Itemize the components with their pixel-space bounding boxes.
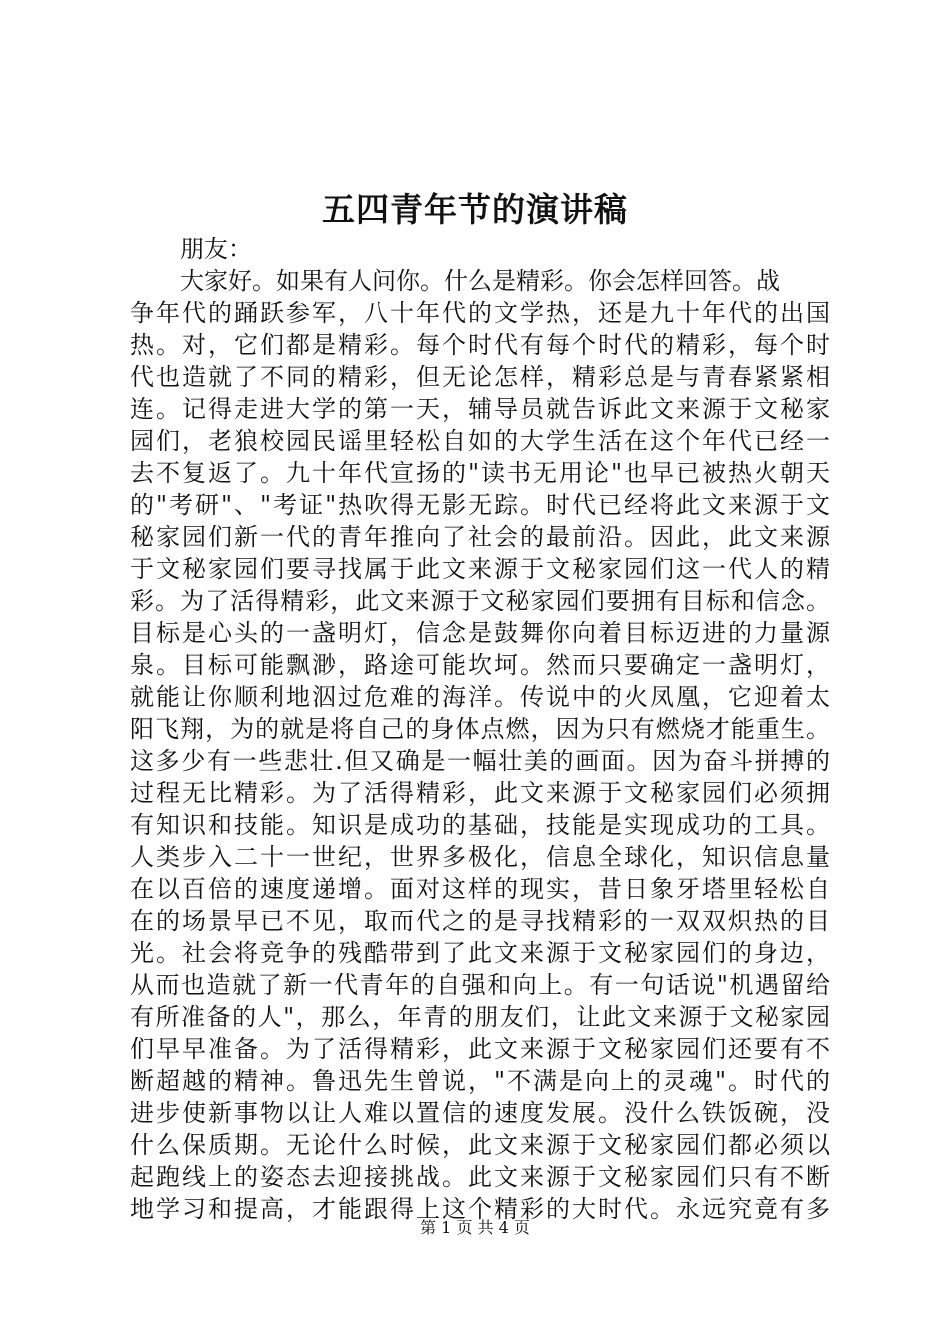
greeting-line: 朋友： — [180, 235, 252, 263]
paragraph-line: 们早早准备。为了活得精彩，此文来源于文秘家园们还要有不 — [130, 1035, 830, 1063]
paragraph-line: 阳飞翔，为的就是将自己的身体点燃，因为只有燃烧才能重生。 — [130, 715, 830, 743]
paragraph-line: 人类步入二十一世纪，世界多极化，信息全球化，知识信息量 — [130, 843, 830, 871]
paragraph-line: 代也造就了不同的精彩，但无论怎样，精彩总是与青春紧紧相 — [130, 363, 830, 391]
paragraph-line: 于文秘家园们要寻找属于此文来源于文秘家园们这一代人的精 — [130, 555, 830, 583]
paragraph-line: 在的场景早已不见，取而代之的是寻找精彩的一双双炽热的目 — [130, 907, 830, 935]
paragraph-line: 有知识和技能。知识是成功的基础，技能是实现成功的工具。 — [130, 811, 830, 839]
paragraph-line: 泉。目标可能飘渺，路途可能坎坷。然而只要确定一盏明灯， — [130, 651, 830, 679]
paragraph-line: 起跑线上的姿态去迎接挑战。此文来源于文秘家园们只有不断 — [130, 1163, 830, 1191]
paragraph-line: 争年代的踊跃参军，八十年代的文学热，还是九十年代的出国 — [130, 299, 830, 327]
paragraph-line: 的"考研"、"考证"热吹得无影无踪。时代已经将此文来源于文 — [130, 491, 830, 519]
paragraph-line: 光。社会将竞争的残酷带到了此文来源于文秘家园们的身边， — [130, 939, 830, 967]
paragraph-line: 大家好。如果有人问你。什么是精彩。你会怎样回答。战 — [180, 267, 780, 295]
paragraph-line: 过程无比精彩。为了活得精彩，此文来源于文秘家园们必须拥 — [130, 779, 830, 807]
paragraph-line: 彩。为了活得精彩，此文来源于文秘家园们要拥有目标和信念。 — [130, 587, 830, 615]
paragraph-line: 这多少有一些悲壮.但又确是一幅壮美的画面。因为奋斗拼搏的 — [130, 747, 830, 775]
paragraph-line: 地学习和提高，才能跟得上这个精彩的大时代。永远究竟有多 — [130, 1195, 830, 1223]
document-body — [130, 233, 830, 1225]
paragraph-line: 进步使新事物以让人难以置信的速度发展。没什么铁饭碗，没 — [130, 1099, 830, 1127]
paragraph-line: 目标是心头的一盏明灯，信念是鼓舞你向着目标迈进的力量源 — [130, 619, 830, 647]
page-footer: 第 1 页 共 4 页 — [420, 1218, 530, 1237]
paragraph-line: 就能让你顺利地泅过危难的海洋。传说中的火凤凰，它迎着太 — [130, 683, 830, 711]
paragraph-line: 去不复返了。九十年代宣扬的"读书无用论"也早已被热火朝天 — [130, 459, 830, 487]
paragraph-line: 在以百倍的速度递增。面对这样的现实，昔日象牙塔里轻松自 — [130, 875, 830, 903]
paragraph-line: 热。对，它们都是精彩。每个时代有每个时代的精彩，每个时 — [130, 331, 830, 359]
paragraph-line: 有所准备的人"，那么，年青的朋友们，让此文来源于文秘家园 — [130, 1003, 830, 1031]
paragraph-line: 连。记得走进大学的第一天，辅导员就告诉此文来源于文秘家 — [130, 395, 830, 423]
paragraph-line: 园们，老狼校园民谣里轻松自如的大学生活在这个年代已经一 — [130, 427, 830, 455]
document-title: 五四青年节的演讲稿 — [322, 190, 628, 229]
paragraph-line: 什么保质期。无论什么时候，此文来源于文秘家园们都必须以 — [130, 1131, 830, 1159]
paragraph-line: 秘家园们新一代的青年推向了社会的最前沿。因此，此文来源 — [130, 523, 830, 551]
paragraph-line: 从而也造就了新一代青年的自强和向上。有一句话说"机遇留给 — [130, 971, 830, 999]
paragraph-line: 断超越的精神。鲁迅先生曾说，"不满是向上的灵魂"。时代的 — [130, 1067, 830, 1095]
